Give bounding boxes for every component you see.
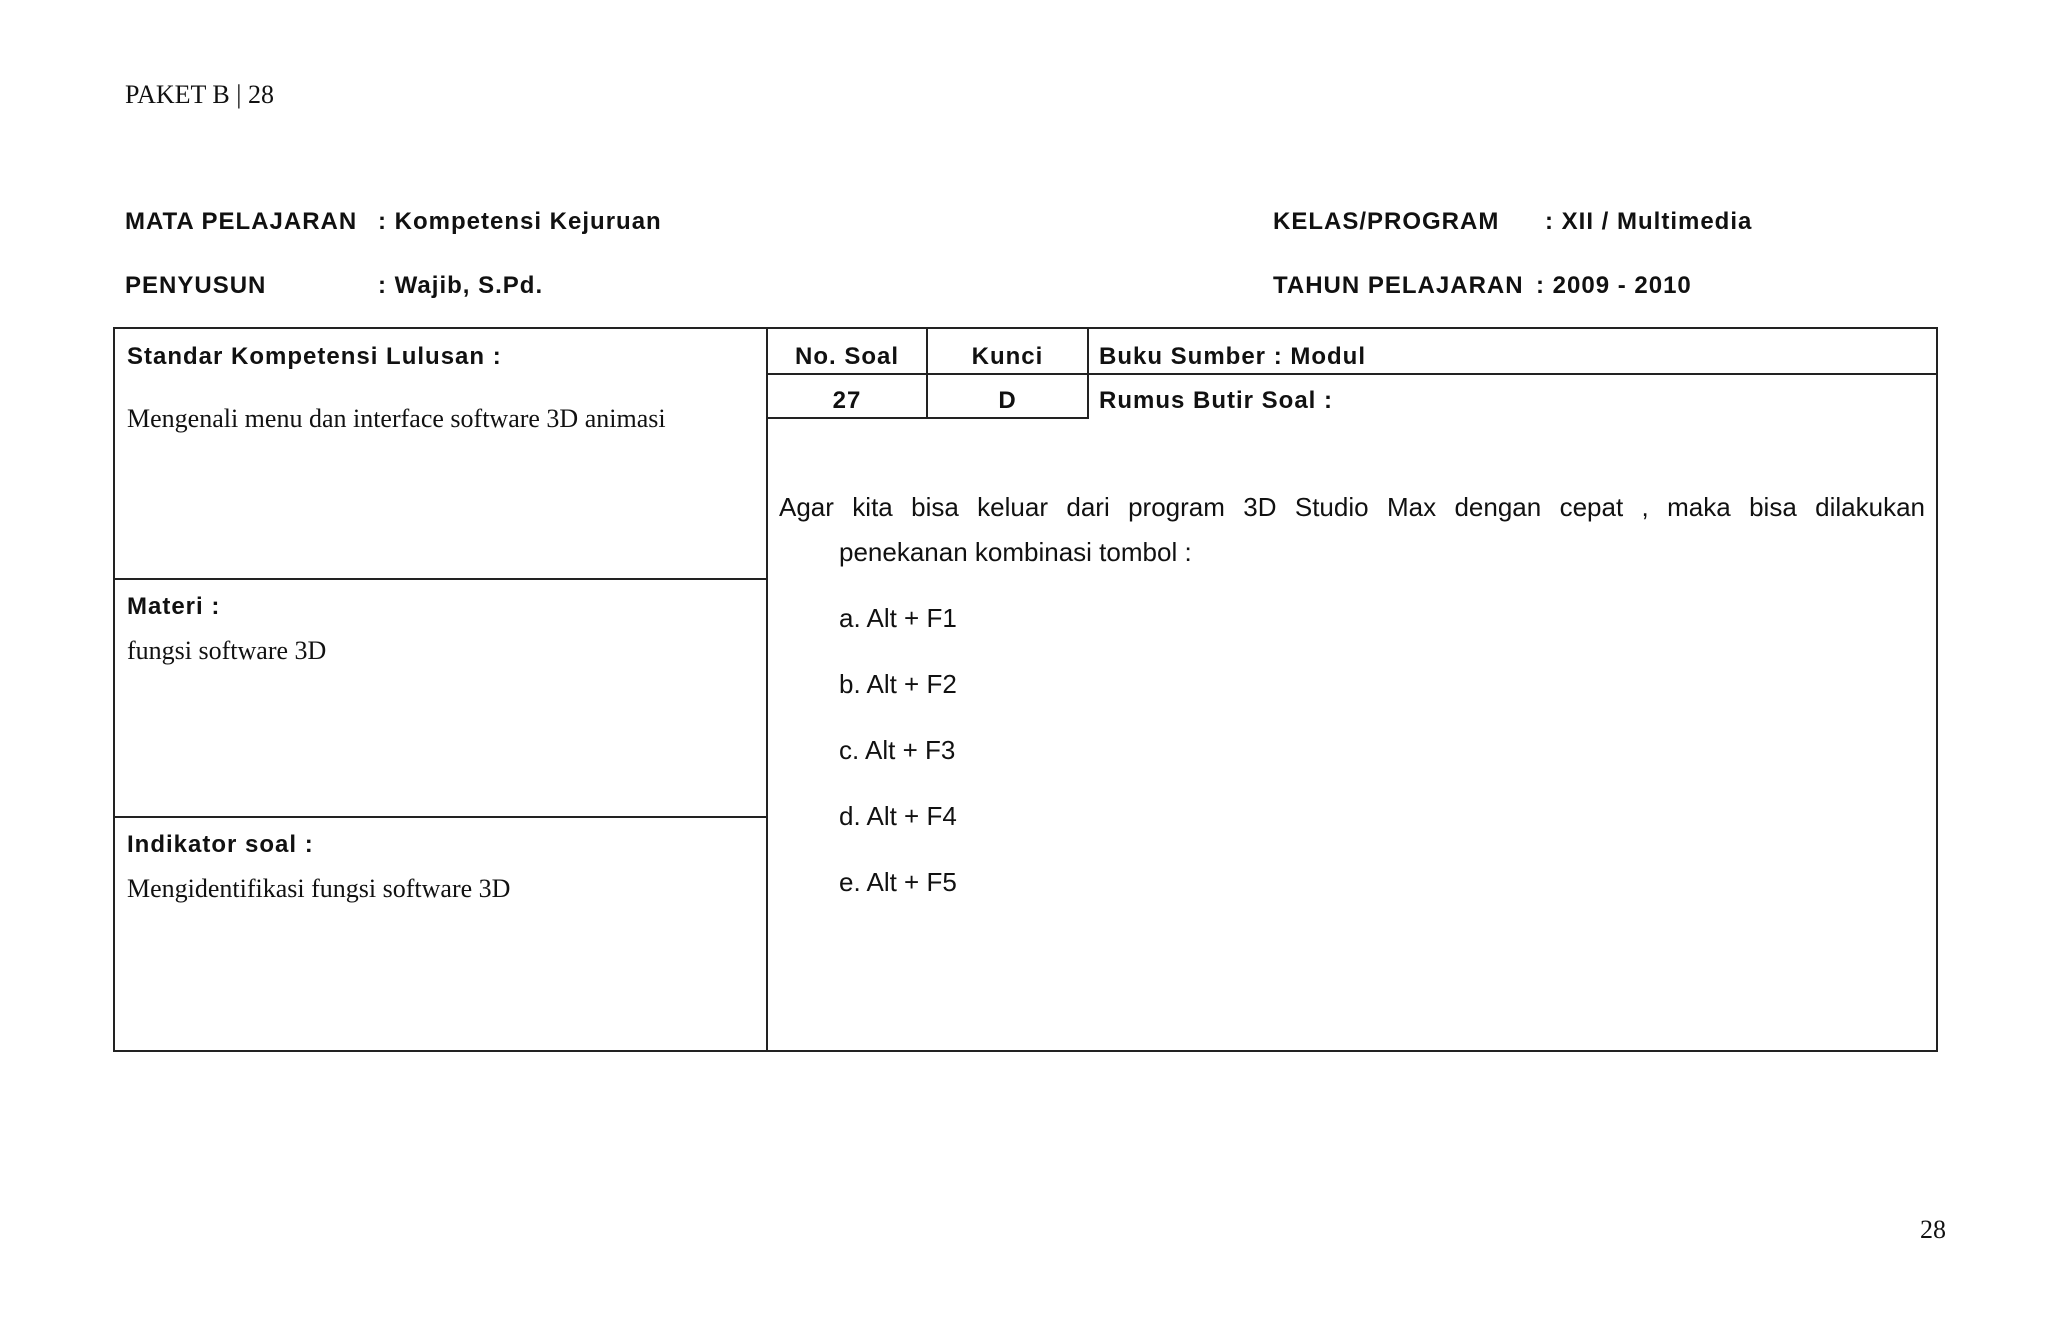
no-soal-label: No. Soal [794, 343, 899, 370]
option-e: e. Alt + F5 [839, 867, 957, 897]
materi-value: fungsi software 3D [127, 636, 327, 665]
kelas-program-label: KELAS/PROGRAM [1273, 208, 1500, 235]
kunci-value: D [998, 387, 1017, 414]
question-card-table [113, 327, 1938, 1052]
rumus-butir-soal-label: Rumus Butir Soal : [1099, 387, 1334, 414]
option-d: d. Alt + F4 [839, 801, 957, 831]
kelas-program-value: : XII / Multimedia [1545, 208, 1753, 235]
page-number: 28 [1920, 1215, 1946, 1244]
indikator-value: Mengidentifikasi fungsi software 3D [127, 874, 511, 903]
option-a: a. Alt + F1 [839, 603, 957, 633]
option-c: c. Alt + F3 [839, 735, 956, 765]
indikator-label: Indikator soal : [127, 831, 314, 858]
question-stem-line-1: Agar kita bisa keluar dari program 3D Studio Max dengan cepat , maka bisa dilakukan [779, 492, 1925, 522]
materi-label: Materi : [127, 593, 221, 620]
penyusun-value: : Wajib, S.Pd. [378, 272, 544, 299]
buku-sumber: Buku Sumber : Modul [1099, 343, 1366, 370]
skl-value: Mengenali menu dan interface software 3D animasi [127, 404, 666, 433]
penyusun-label: PENYUSUN [125, 272, 267, 299]
mata-pelajaran-value: : Kompetensi Kejuruan [378, 208, 662, 235]
mata-pelajaran-label: MATA PELAJARAN [125, 208, 358, 235]
kunci-label: Kunci [971, 343, 1044, 370]
skl-label: Standar Kompetensi Lulusan : [127, 343, 502, 370]
running-head: PAKET B | 28 [125, 80, 274, 109]
option-b: b. Alt + F2 [839, 669, 957, 699]
no-soal-value: 27 [832, 387, 862, 414]
tahun-pelajaran-label: TAHUN PELAJARAN [1273, 272, 1524, 299]
tahun-pelajaran-value: : 2009 - 2010 [1536, 272, 1692, 299]
question-stem-line-2: penekanan kombinasi tombol : [839, 537, 1192, 567]
